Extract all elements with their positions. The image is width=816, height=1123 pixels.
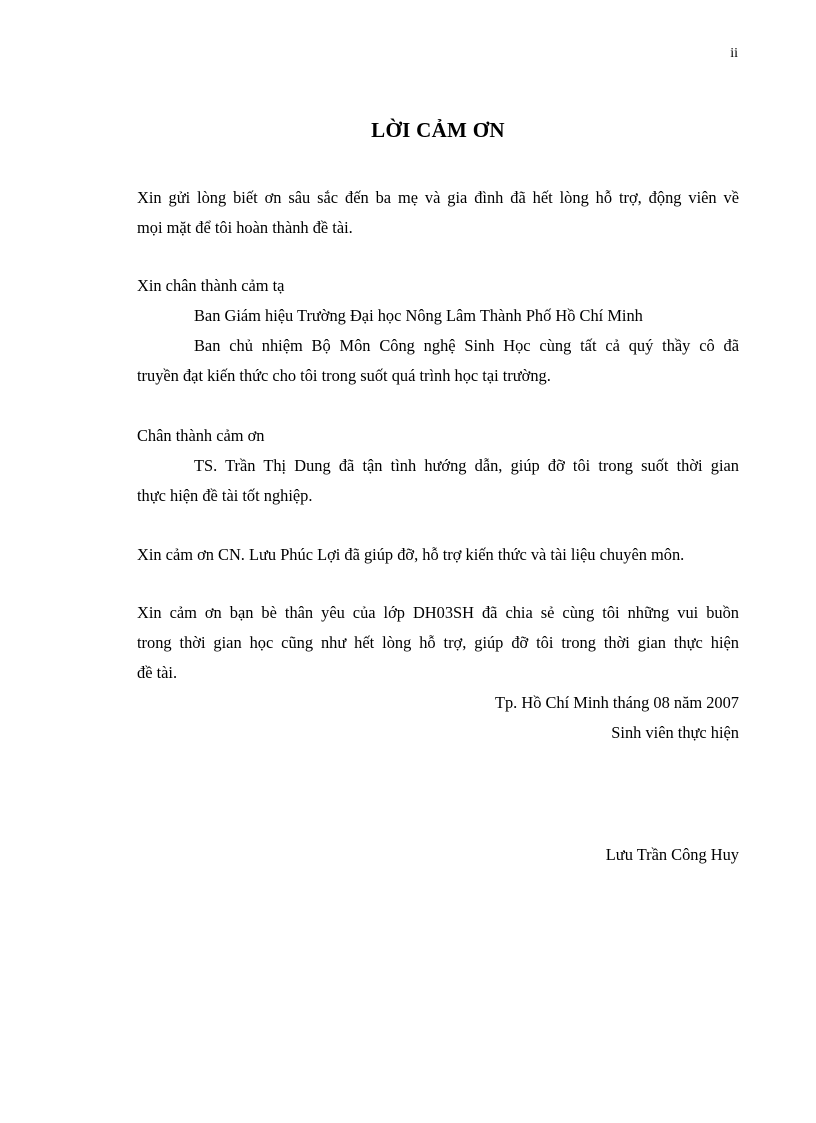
text-line: Ban chủ nhiệm Bộ Môn Công nghệ Sinh Học cùng tất cả quý thầy cô đã [194, 336, 739, 355]
text-line: thực hiện đề tài tốt nghiệp. [137, 486, 313, 505]
text-line: Xin chân thành cảm tạ [137, 276, 285, 295]
page-number: ii [730, 46, 738, 61]
text-line: Ban Giám hiệu Trường Đại học Nông Lâm Thành Phố Hồ Chí Minh [194, 306, 643, 325]
text-line: mọi mặt để tôi hoàn thành đề tài. [137, 218, 353, 237]
text-line: Chân thành cảm ơn [137, 426, 265, 445]
signature-block [137, 688, 739, 748]
paragraph-school-thanks [137, 271, 739, 391]
text-line: Xin cảm ơn bạn bè thân yêu của lớp DH03SH đã chia sẻ cùng tôi những vui buồn [137, 603, 739, 622]
text-line: Xin gửi lòng biết ơn sâu sắc đến ba mẹ và gia đình đã hết lòng hỗ trợ, động viên về [137, 188, 739, 207]
signature-name: Lưu Trần Công Huy [605, 845, 739, 864]
text-line: trong thời gian học cũng như hết lòng hỗ trợ, giúp đỡ tôi trong thời gian thực hiện [137, 633, 739, 652]
paragraph-advisor-thanks [137, 421, 739, 511]
place-date: Tp. Hồ Chí Minh tháng 08 năm 2007 [494, 693, 739, 712]
text-line: Xin cảm ơn CN. Lưu Phúc Lợi đã giúp đỡ, hỗ trợ kiến thức và tài liệu chuyên môn. [137, 545, 685, 564]
text-line: truyền đạt kiến thức cho tôi trong suốt quá trình học tại trường. [137, 366, 551, 385]
text-line: đề tài. [137, 663, 178, 682]
signature-name-block [137, 840, 739, 870]
signature-role: Sinh viên thực hiện [611, 723, 739, 742]
paragraph-family-thanks [137, 183, 739, 243]
text-line: TS. Trần Thị Dung đã tận tình hướng dẫn, giúp đỡ tôi trong suốt thời gian [194, 456, 739, 475]
paragraph-friends-thanks [137, 598, 739, 688]
paragraph-colleague-thanks [137, 540, 739, 570]
page-title: LỜI CẢM ƠN [371, 118, 505, 142]
